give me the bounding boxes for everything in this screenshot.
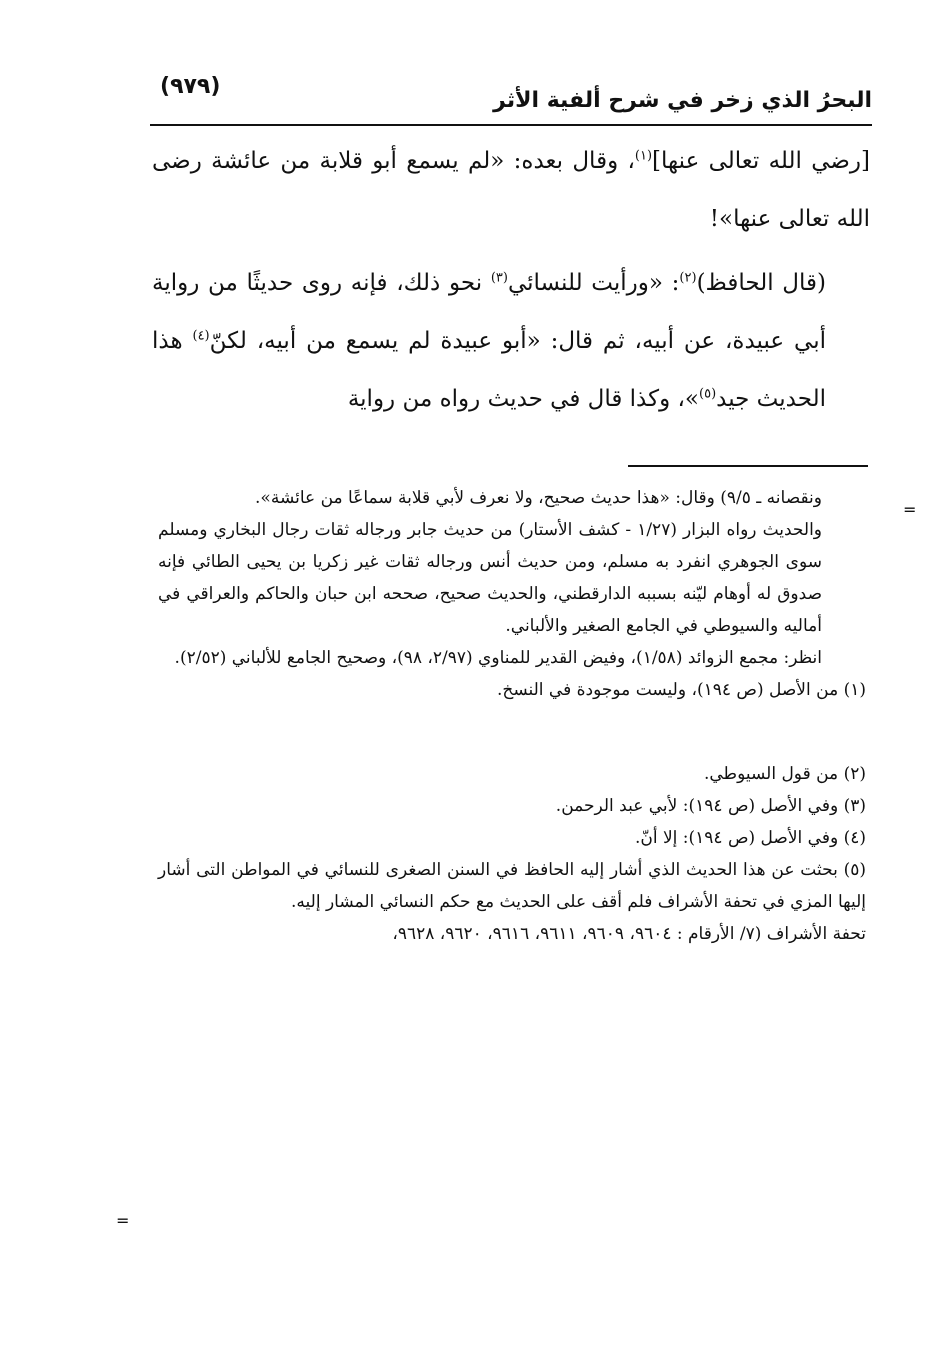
main-paragraph-1: [152, 132, 870, 248]
header-rule: [150, 124, 872, 126]
text-run: [رضي الله تعالى عنها]: [652, 148, 870, 174]
footnote-ref-3: (٣): [490, 270, 508, 286]
footnotes: [158, 482, 866, 950]
spacer: [158, 706, 866, 758]
page-number: (٩٧٩): [160, 74, 221, 99]
main-paragraph-2: [152, 254, 870, 428]
text-run: »، وكذا قال في حديث رواه من رواية: [347, 386, 699, 412]
text-run: هذا الحديث جيد: [152, 328, 826, 412]
footnote-2: (٢) من قول السيوطي.: [703, 764, 866, 784]
footnote-3: (٣) وفي الأصل (ص ١٩٤): لأبي عبد الرحمن.: [555, 796, 866, 816]
footnote-5: (٥) بحثت عن هذا الحديث الذي أشار إليه الحافظ في السنن الصغرى للنسائي في المواطن التى أشار إليها المزي في تحفة الأشراف فلم أقف على الحديث مع حكم النسائي المشار إليه.: [158, 860, 866, 912]
text-run: (قال الحافظ): [696, 270, 826, 296]
page-header: [150, 66, 872, 126]
footnote-continuation-4: تحفة الأشراف (٧/ الأرقام : ٩٦٠٤، ٩٦٠٩، ٩٦١١، ٩٦١٦، ٩٦٢٠، ٩٦٢٨،: [392, 924, 866, 944]
footnote-continuation-2: والحديث رواه البزار (١/٢٧ - كشف الأستار) من حديث جابر ورجاله ثقات رجال البخاري ومسلم سوى الجوهري انفرد به مسلم، ومن حديث أنس ورجاله ثقات غير زكريا بن يحيى الطائي فإنه صدوق له أوهام ليّنه بسببه الدارقطني، والحديث صحيح، صححه ابن حبان والحاكم والعراقي في أماليه والسيوطي في الجامع الصغير والألباني.: [158, 520, 823, 636]
footnote-separator: [628, 465, 868, 467]
footnote-continuation-3: انظر: مجمع الزوائد (١/٥٨)، وفيض القدير للمناوي (٢/٩٧، ٩٨)، وصحيح الجامع للألباني (٢/٥٢).: [174, 648, 822, 668]
footnote-ref-1: (١): [634, 148, 653, 164]
text-run: : «ورأيت للنسائي: [507, 270, 680, 296]
text-run: نحو ذلك، فإنه روى حديثًا من رواية أبي عبيدة، عن أبيه، ثم قال: «أبو عبيدة لم يسمع من أبيه، لكنّ: [152, 270, 827, 354]
continuation-mark-bottom: =: [116, 1211, 130, 1230]
footnote-4: (٤) وفي الأصل (ص ١٩٤): إلا أنّ.: [634, 828, 866, 848]
main-text: [152, 132, 870, 428]
text-run: ، وقال بعده: «لم يسمع أبو قلابة من عائشة رضى الله تعالى عنها»!: [152, 148, 870, 232]
footnote-1: (١) من الأصل (ص ١٩٤)، وليست موجودة في النسخ.: [496, 680, 866, 700]
continuation-mark-top: =: [903, 500, 917, 519]
footnote-continuation-1: ونقصانه ـ ٩/٥) وقال: «هذا حديث صحيح، ولا نعرف لأبي قلابة سماعًا من عائشة».: [255, 488, 822, 508]
footnote-ref-5: (٥): [699, 386, 717, 402]
footnote-ref-4: (٤): [192, 328, 210, 344]
footnote-ref-2: (٢): [679, 270, 697, 286]
running-title: البحرُ الذي زخر في شرح ألفية الأثر: [493, 88, 872, 113]
